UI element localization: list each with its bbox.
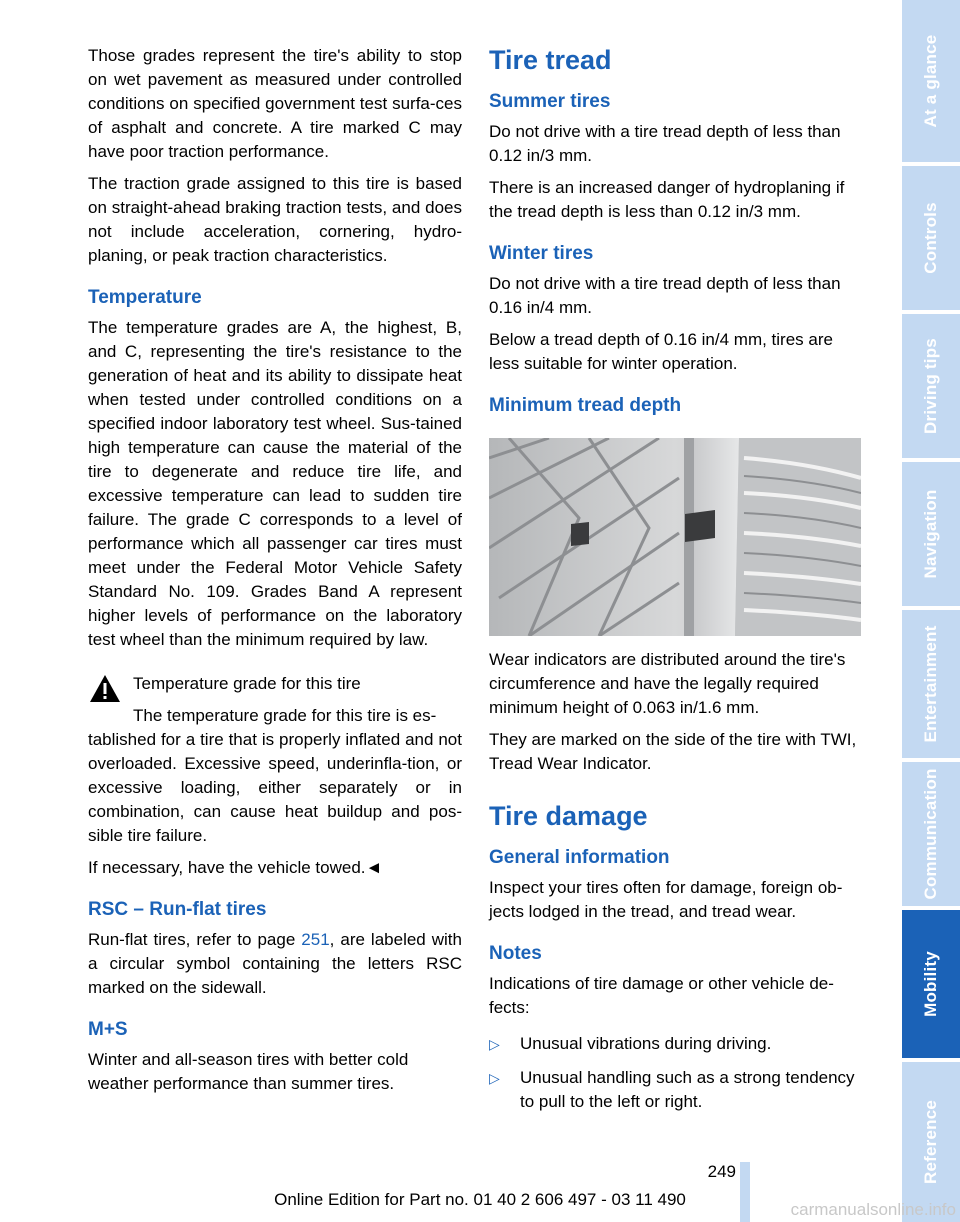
heading-summer-tires: Summer tires [489, 91, 611, 112]
tab-navigation[interactable] [902, 462, 960, 606]
tab-entertainment[interactable] [902, 610, 960, 758]
heading-notes: Notes [489, 943, 542, 964]
tab-label: Mobility [921, 951, 940, 1017]
warning-text-rest: tablished for a tire that is properly inflated and not overloaded. Excessive speed, underinfla-tion, or excessive loading, either separately or in combination, can cause heat buildup and pos-sible tire failure. [88, 730, 462, 845]
tab-label: Controls [921, 202, 940, 274]
heading-tire-tread: Tire tread [489, 45, 612, 75]
watermark: carmanualsonline.info [790, 1200, 956, 1219]
list-item-text: Unusual vibrations during driving. [520, 1034, 772, 1053]
indications-list [489, 1032, 863, 1114]
tire-tread-figure [489, 438, 861, 636]
heading-winter-tires: Winter tires [489, 243, 594, 264]
paragraph-traction-grades: Those grades represent the tire's ability to stop on wet pavement as measured under controlled conditions on specified government test surfa-ces of asphalt and concrete. A tire marked C may have poor traction performance. [88, 46, 462, 161]
tab-mobility[interactable] [902, 910, 960, 1058]
paragraph-winter-1: Do not drive with a tire tread depth of less than 0.16 in/4 mm. [489, 274, 841, 317]
heading-tire-damage: Tire damage [489, 801, 648, 831]
paragraph-summer-1: Do not drive with a tire tread depth of less than 0.12 in/3 mm. [489, 122, 841, 165]
warning-title: Temperature grade for this tire [133, 674, 361, 693]
paragraph-ms: Winter and all-season tires with better cold weather performance than summer tires. [88, 1050, 409, 1093]
warning-triangle-icon [88, 672, 122, 706]
paragraph-twi: They are marked on the side of the tire with TWI, Tread Wear Indicator. [489, 730, 857, 773]
rsc-text-pre: Run-flat tires, refer to page [88, 930, 302, 949]
tab-label: At a glance [921, 34, 940, 128]
tab-communication[interactable] [902, 762, 960, 906]
tab-label: Entertainment [921, 625, 940, 743]
tab-label: Driving tips [921, 338, 940, 434]
warning-text-first-line: The temperature grade for this tire is es- [133, 706, 437, 725]
wear-indicator-marker-left [571, 522, 589, 546]
left-column [88, 44, 462, 1104]
bullet-arrow-icon: ▷ [489, 1070, 500, 1086]
tab-label: Navigation [921, 489, 940, 579]
heading-ms: M+S [88, 1019, 128, 1040]
list-item-text: Unusual handling such as a strong tendency to pull to the left or right. [520, 1068, 855, 1111]
footer-edition: Online Edition for Part no. 01 40 2 606 497 - 03 11 490 [274, 1190, 686, 1209]
tab-driving-tips[interactable] [902, 314, 960, 458]
page-251-link[interactable]: 251 [301, 930, 330, 949]
tab-controls[interactable] [902, 166, 960, 310]
paragraph-notes: Indications of tire damage or other vehicle de-fects: [489, 974, 834, 1017]
right-column [489, 44, 863, 1124]
wear-indicator-marker-right [685, 510, 715, 542]
paragraph-wear-indicators: Wear indicators are distributed around the tire's circumference and have the legally required minimum height of 0.063 in/1.6 mm. [489, 650, 846, 717]
heading-temperature: Temperature [88, 287, 202, 308]
paragraph-towed: If necessary, have the vehicle towed.◄ [88, 858, 383, 877]
tab-label: Reference [921, 1099, 940, 1185]
page-number: 249 [707, 1162, 736, 1181]
heading-rsc: RSC – Run-flat tires [88, 899, 267, 920]
paragraph-rsc [88, 928, 462, 1000]
paragraph-summer-2: There is an increased danger of hydroplaning if the tread depth is less than 0.12 in/3 mm. [489, 178, 845, 221]
heading-minimum-tread-depth: Minimum tread depth [489, 395, 682, 416]
paragraph-traction-tests: The traction grade assigned to this tire is based on straight-ahead braking traction tests, and does not include acceleration, cornering, hydro-planing, or peak traction characteristics. [88, 174, 462, 265]
list-item [489, 1066, 863, 1114]
chapter-tabs [902, 0, 960, 1222]
heading-general-information: General information [489, 847, 670, 868]
paragraph-temperature: The temperature grades are A, the highest, B, and C, representing the tire's resistance to the generation of heat and its ability to dissipate heat when tested under controlled conditions on a specified indoor laboratory test wheel. Sus-tained high temperature can cause the material of the tire to degenerate and reduce tire life, and excessive temperature can lead to sudden tire failure. The grade C corresponds to a level of performance which all passenger car tires must meet under the Federal Motor Vehicle Safety Standard No. 109. Grades Band A represent higher levels of performance on the laboratory test wheel than the minimum required by law. [88, 318, 462, 649]
paragraph-general: Inspect your tires often for damage, foreign ob-jects lodged in the tread, and tread wear. [489, 878, 843, 921]
paragraph-winter-2: Below a tread depth of 0.16 in/4 mm, tires are less suitable for winter operation. [489, 330, 833, 373]
tab-at-a-glance[interactable] [902, 0, 960, 162]
tab-label: Communication [921, 768, 940, 900]
bullet-arrow-icon: ▷ [489, 1036, 500, 1052]
rsc-text-post: , are labeled with a circular symbol containing the letters RSC marked on the sidewall. [88, 930, 462, 997]
warning-block [88, 672, 462, 848]
list-item [489, 1032, 863, 1056]
warning-text [88, 704, 462, 848]
